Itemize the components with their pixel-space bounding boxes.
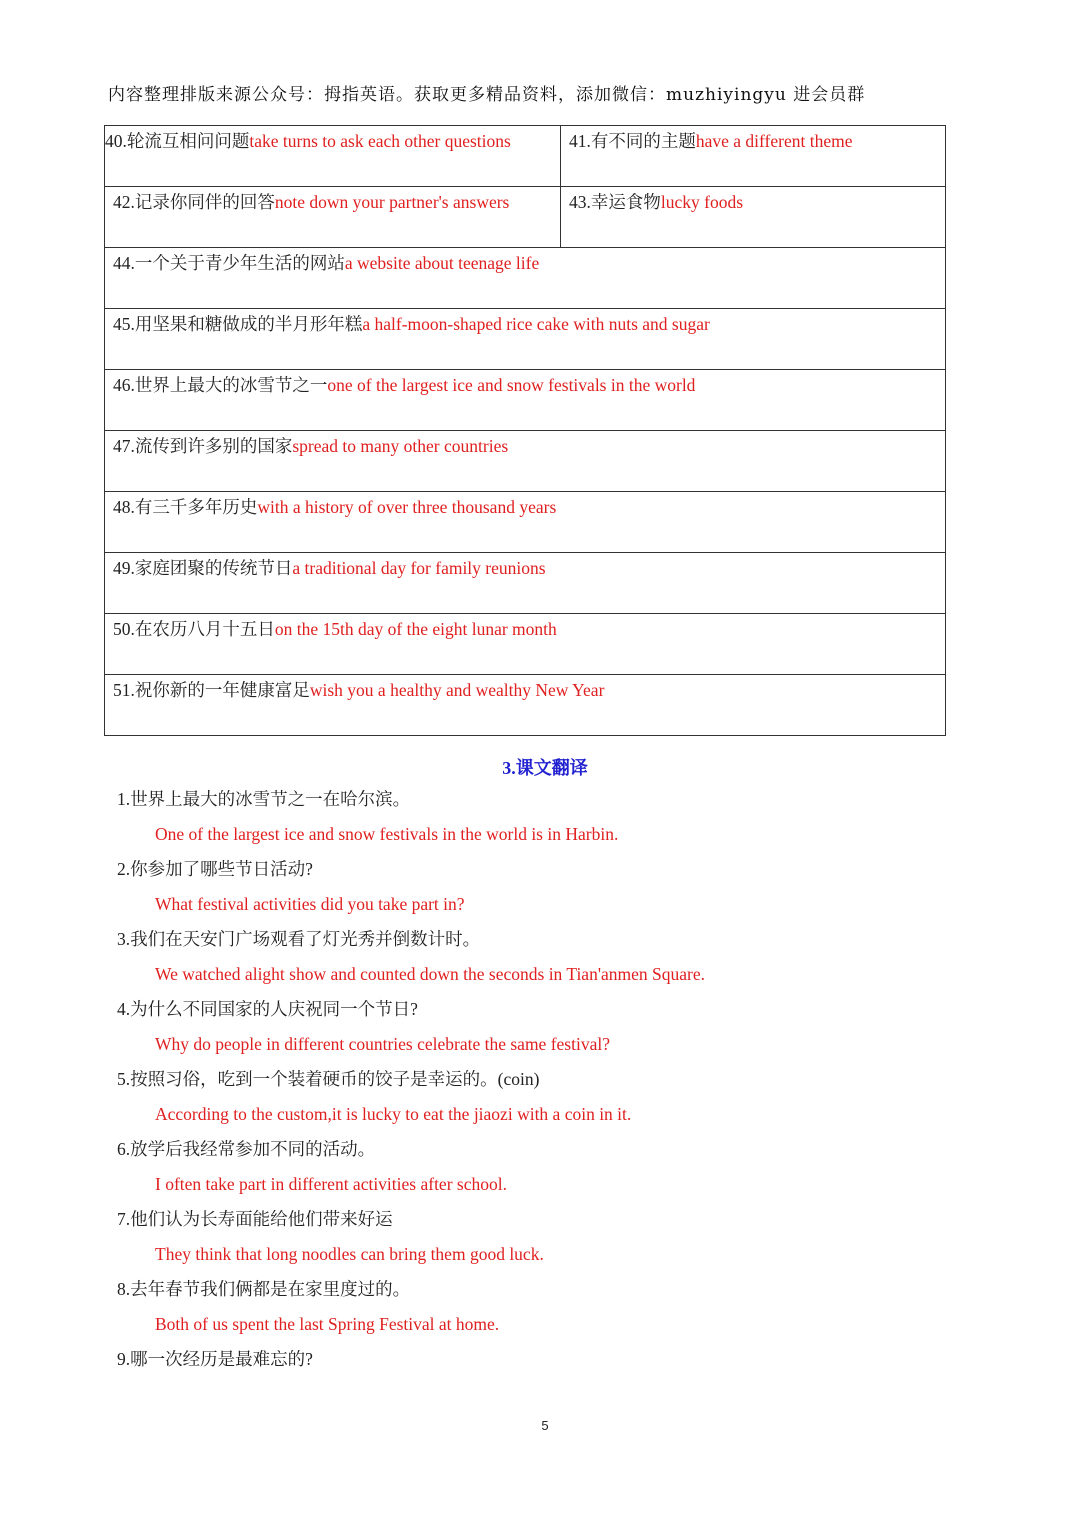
vocab-cell (105, 675, 946, 736)
source-header: 内容整理排版来源公众号：拇指英语。获取更多精品资料，添加微信：muzhiyingyu 进会员群 (108, 85, 866, 105)
vocab-english: a website about teenage life (344, 253, 540, 273)
vocab-cell (105, 492, 946, 553)
question-line: 9.哪一次经历是最难忘的? (117, 1349, 313, 1369)
table-row (105, 187, 946, 248)
vocab-cell (105, 126, 561, 187)
question-line: 3.我们在天安门广场观看了灯光秀并倒数计时。 (117, 929, 481, 949)
vocab-chinese: 49.家庭团聚的传统节日 (113, 558, 293, 578)
vocab-english: have a different theme (695, 131, 853, 151)
vocab-cell (105, 248, 946, 309)
vocab-cell (105, 553, 946, 614)
vocab-chinese: 51.祝你新的一年健康富足 (113, 680, 310, 700)
vocab-chinese: 44.一个关于青少年生活的网站 (113, 253, 345, 273)
question-line: 2.你参加了哪些节日活动? (117, 859, 313, 879)
vocabulary-table (104, 125, 946, 736)
table-row (105, 553, 946, 614)
vocab-cell (561, 187, 946, 248)
vocab-english: with a history of over three thousand years (257, 497, 557, 517)
vocab-english: spread to many other countries (292, 436, 509, 456)
vocab-chinese: 47.流传到许多别的国家 (113, 436, 293, 456)
answer-line: We watched alight show and counted down the seconds in Tian'anmen Square. (155, 964, 705, 984)
vocab-english: note down your partner's answers (274, 192, 510, 212)
vocab-cell (105, 431, 946, 492)
answer-line: Both of us spent the last Spring Festival at home. (155, 1314, 500, 1334)
table-row (105, 309, 946, 370)
question-line: 7.他们认为长寿面能给他们带来好运 (117, 1209, 393, 1229)
vocab-english: a half-moon-shaped rice cake with nuts and sugar (362, 314, 710, 334)
vocab-chinese: 45.用坚果和糖做成的半月形年糕 (113, 314, 363, 334)
vocab-english: a traditional day for family reunions (292, 558, 546, 578)
vocab-chinese: 48.有三千多年历史 (113, 497, 258, 517)
vocab-english: lucky foods (660, 192, 744, 212)
vocab-cell (105, 370, 946, 431)
vocab-chinese: 43.幸运食物 (569, 192, 661, 212)
question-line: 4.为什么不同国家的人庆祝同一个节日? (117, 999, 418, 1019)
question-line: 6.放学后我经常参加不同的活动。 (117, 1139, 376, 1159)
translation-list (117, 786, 947, 1381)
vocab-chinese: 50.在农历八月十五日 (113, 619, 275, 639)
vocab-chinese: 41.有不同的主题 (569, 131, 696, 151)
vocab-chinese: 42.记录你同伴的回答 (113, 192, 275, 212)
section-title: 3.课文翻译 (502, 758, 588, 778)
vocab-english: one of the largest ice and snow festivals in the world (327, 375, 696, 395)
answer-line: I often take part in different activities after school. (155, 1174, 507, 1194)
table-row (105, 614, 946, 675)
answer-line: Why do people in different countries celebrate the same festival? (155, 1034, 610, 1054)
answer-line: One of the largest ice and snow festivals in the world is in Harbin. (155, 824, 619, 844)
answer-line: What festival activities did you take part in? (155, 894, 465, 914)
table-row (105, 492, 946, 553)
table-row (105, 248, 946, 309)
vocab-cell (105, 187, 561, 248)
vocab-cell (105, 309, 946, 370)
vocab-cell (561, 126, 946, 187)
vocab-cell (105, 614, 946, 675)
vocab-english: wish you a healthy and wealthy New Year (309, 680, 605, 700)
table-row (105, 431, 946, 492)
page-number: 5 (541, 1418, 549, 1433)
table-row (105, 126, 946, 187)
answer-line: According to the custom,it is lucky to eat the jiaozi with a coin in it. (155, 1104, 632, 1124)
vocab-english: take turns to ask each other questions (249, 131, 511, 151)
answer-line: They think that long noodles can bring them good luck. (155, 1244, 544, 1264)
table-row (105, 675, 946, 736)
vocab-chinese: 40.轮流互相问问题 (105, 131, 250, 151)
question-line: 5.按照习俗，吃到一个装着硬币的饺子是幸运的。(coin) (117, 1069, 540, 1089)
vocab-chinese: 46.世界上最大的冰雪节之一 (113, 375, 328, 395)
table-row (105, 370, 946, 431)
vocab-english: on the 15th day of the eight lunar month (274, 619, 557, 639)
question-line: 1.世界上最大的冰雪节之一在哈尔滨。 (117, 789, 411, 809)
question-line: 8.去年春节我们俩都是在家里度过的。 (117, 1279, 411, 1299)
